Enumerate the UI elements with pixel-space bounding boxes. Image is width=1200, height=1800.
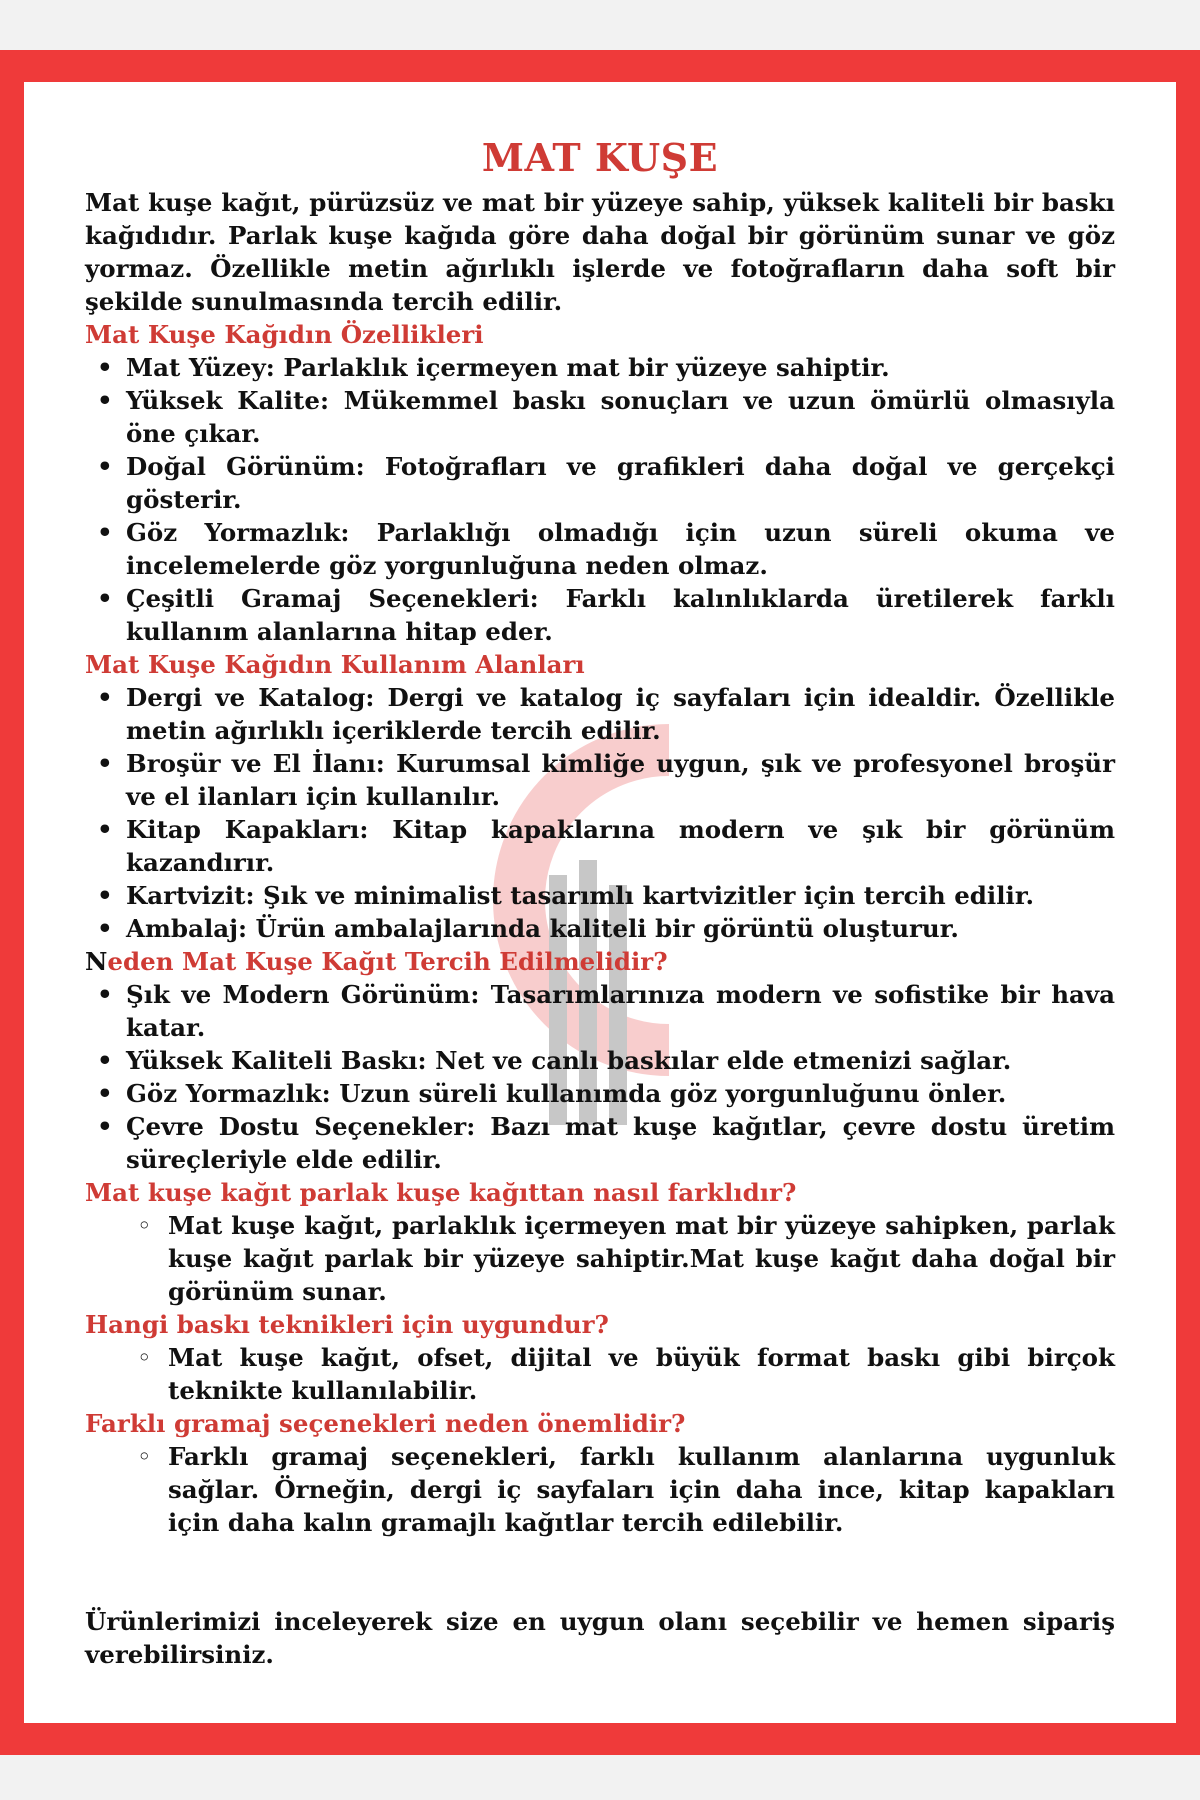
why-heading-first-letter: N (85, 947, 108, 976)
why-list-item: • Göz Yormazlık: Uzun süreli kullanımda göz yorgunluğunu önler. (85, 1077, 1115, 1110)
features-list-item: • Mat Yüzey: Parlaklık içermeyen mat bir yüzeye sahiptir. (85, 351, 1115, 384)
why-list-item: • Çevre Dostu Seçenekler: Bazı mat kuşe kağıtlar, çevre dostu üretim süreçleriyle elde edilir. (85, 1110, 1115, 1176)
faq-answer: ◦ Farklı gramaj seçenekleri, farklı kullanım alanlarına uygunluk sağlar. Örneğin, dergi iç sayfaları için daha ince, kitap kapakları için daha kalın gramajlı kağıtlar tercih edilebilir. (85, 1440, 1115, 1539)
features-list (85, 351, 1115, 648)
faq-question: Hangi baskı teknikleri için uygundur? (85, 1310, 609, 1339)
features-list-item: • Yüksek Kalite: Mükemmel baskı sonuçları ve uzun ömürlü olmasıyla öne çıkar. (85, 384, 1115, 450)
usage-list-item: • Dergi ve Katalog: Dergi ve katalog iç sayfaları için idealdir. Özellikle metin ağırlıklı içeriklerde tercih edilir. (85, 681, 1115, 747)
faq-answer: ◦ Mat kuşe kağıt, ofset, dijital ve büyük format baskı gibi birçok teknikte kullanılabilir. (85, 1341, 1115, 1407)
document-content (85, 132, 1115, 1671)
why-heading (85, 945, 1115, 978)
faq-answer-list (85, 1440, 1115, 1539)
document-page (24, 82, 1176, 1723)
features-list-item: • Çeşitli Gramaj Seçenekleri: Farklı kalınlıklarda üretilerek farklı kullanım alanlarına hitap eder. (85, 582, 1115, 648)
usage-heading: Mat Kuşe Kağıdın Kullanım Alanları (85, 650, 585, 679)
features-list-item: • Doğal Görünüm: Fotoğrafları ve grafikleri daha doğal ve gerçekçi gösterir. (85, 450, 1115, 516)
faq-question: Farklı gramaj seçenekleri neden önemlidir? (85, 1409, 686, 1438)
closing-paragraph: Ürünlerimizi inceleyerek size en uygun olanı seçebilir ve hemen sipariş verebilirsiniz. (85, 1607, 1115, 1669)
faq-answer-list (85, 1341, 1115, 1407)
why-list-item: • Yüksek Kaliteli Baskı: Net ve canlı baskılar elde etmenizi sağlar. (85, 1044, 1115, 1077)
red-border-frame (0, 50, 1200, 1755)
usage-list-item: • Kartvizit: Şık ve minimalist tasarımlı kartvizitler için tercih edilir. (85, 879, 1115, 912)
why-list-item: • Şık ve Modern Görünüm: Tasarımlarınıza modern ve sofistike bir hava katar. (85, 978, 1115, 1044)
why-list (85, 978, 1115, 1176)
faq-question: Mat kuşe kağıt parlak kuşe kağıttan nasıl farklıdır? (85, 1178, 797, 1207)
section-spacer (85, 1539, 1115, 1605)
faq-answer-list (85, 1209, 1115, 1308)
why-heading-rest: eden Mat Kuşe Kağıt Tercih Edilmelidir? (107, 947, 668, 976)
usage-list-item: • Broşür ve El İlanı: Kurumsal kimliğe uygun, şık ve profesyonel broşür ve el ilanları için kullanılır. (85, 747, 1115, 813)
page-title: MAT KUŞE (481, 135, 719, 180)
faq-answer: ◦ Mat kuşe kağıt, parlaklık içermeyen mat bir yüzeye sahipken, parlak kuşe kağıt parlak bir yüzeye sahiptir.Mat kuşe kağıt daha doğal bir görünüm sunar. (85, 1209, 1115, 1308)
usage-list-item: • Ambalaj: Ürün ambalajlarında kaliteli bir görüntü oluşturur. (85, 912, 1115, 945)
features-heading: Mat Kuşe Kağıdın Özellikleri (85, 320, 484, 349)
intro-paragraph: Mat kuşe kağıt, pürüzsüz ve mat bir yüzeye sahip, yüksek kaliteli bir baskı kağıdıdır. Parlak kuşe kağıda göre daha doğal bir görünüm sunar ve göz yormaz. Özellikle metin ağırlıklı işlerde ve fotoğrafların daha soft bir şekilde sunulmasında tercih edilir. (85, 188, 1115, 316)
features-list-item: • Göz Yormazlık: Parlaklığı olmadığı için uzun süreli okuma ve incelemelerde göz yorgunluğuna neden olmaz. (85, 516, 1115, 582)
usage-list (85, 681, 1115, 945)
usage-list-item: • Kitap Kapakları: Kitap kapaklarına modern ve şık bir görünüm kazandırır. (85, 813, 1115, 879)
